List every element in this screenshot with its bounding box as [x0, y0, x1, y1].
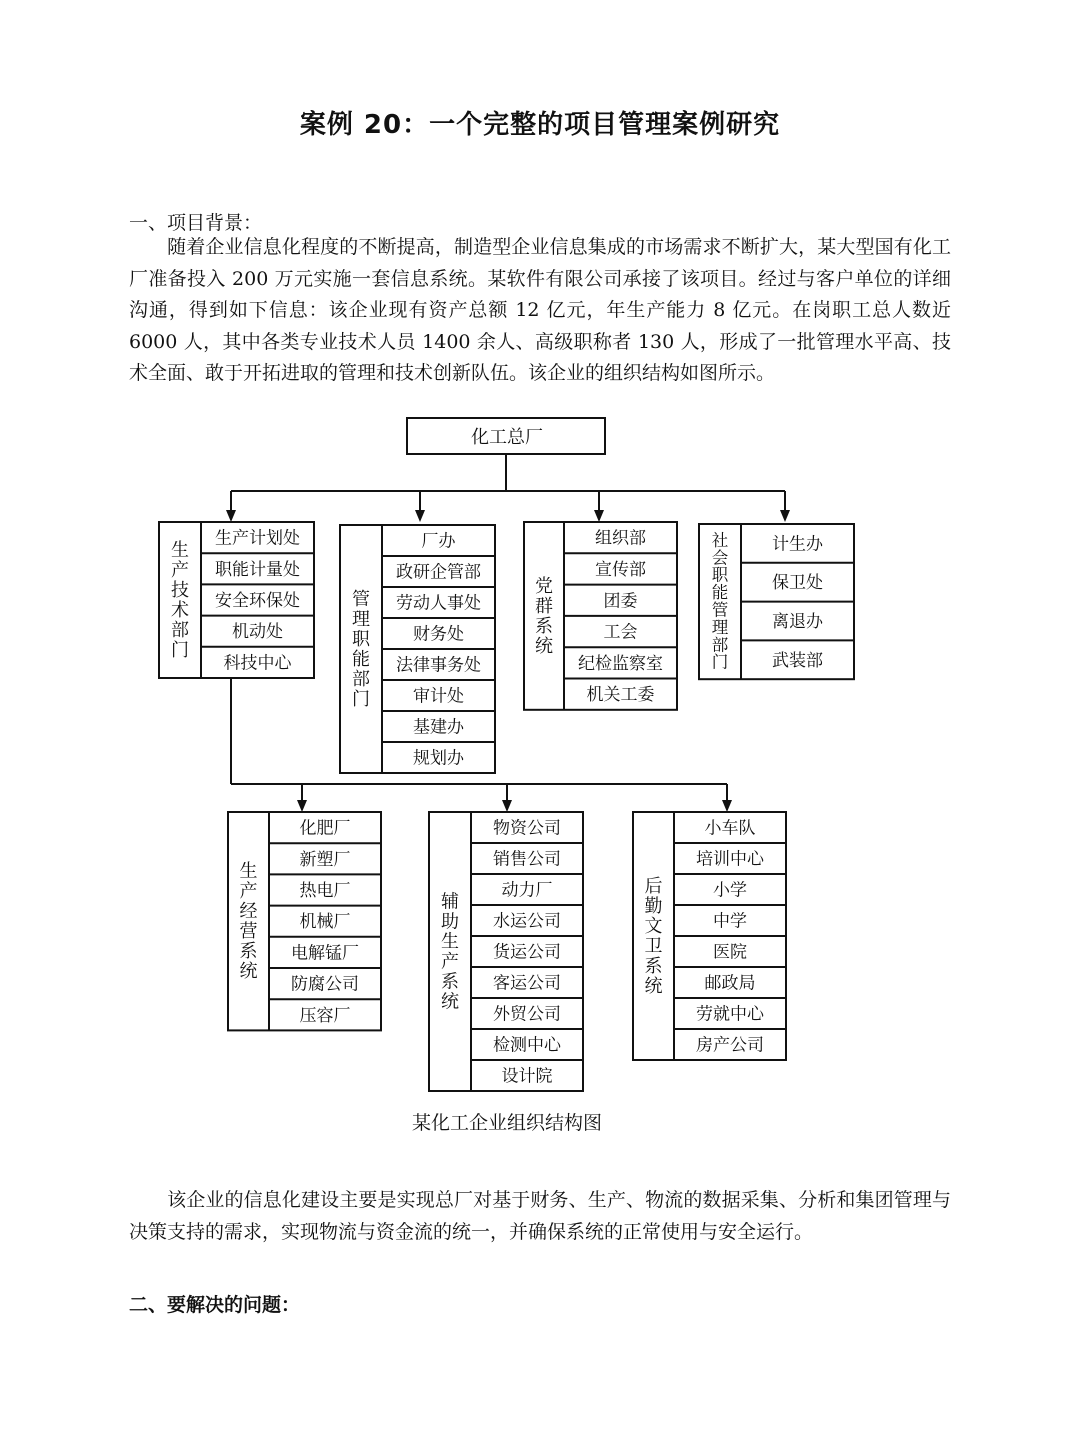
background-paragraph-text: 随着企业信息化程度的不断提高，制造型企业信息集成的市场需求不断扩大，某大型国有化工厂准备投入 200 万元实施一套信息系统。某软件有限公司承接了该项目。经过与客户单位的详细沟通，得到如下信息：该企业现有资产总额 12 亿元，年生产能力 8 亿元。在岗职工总人数近 6000 人，其中各类专业技术人员 1400 余人、高级职称者 130 人，形成了一批管理水平高、技术全面、敢于开拓进取的管理和技术创新队伍。该企业的组织结构如图所示。 — [129, 236, 951, 384]
top-0-group-label: 生产技术部门 — [171, 540, 189, 661]
bottom-2-unit-label: 劳就中心 — [696, 1004, 764, 1025]
bottom-1-unit-label: 设计院 — [501, 1066, 553, 1087]
bottom-1-unit-label: 水运公司 — [493, 911, 561, 932]
requirements-paragraph-text: 该企业的信息化建设主要是实现总厂对基于财务、生产、物流的数据采集、分析和集团管理与决策支持的需求，实现物流与资金流的统一，并确保系统的正常使用与安全运行。 — [129, 1189, 951, 1243]
bottom-0-unit-label: 电解锰厂 — [291, 943, 359, 964]
bottom-0-unit-label: 防腐公司 — [291, 974, 359, 995]
section-heading-background: 一、项目背景： — [129, 212, 263, 234]
org-root-label: 化工总厂 — [471, 427, 543, 448]
org-chart-caption: 某化工企业组织结构图 — [411, 1112, 603, 1134]
top-2-unit-label: 工会 — [603, 622, 638, 643]
arrow-head-icon — [722, 800, 732, 812]
top-2-unit-label: 宣传部 — [595, 559, 646, 580]
top-3-unit-label: 保卫处 — [772, 573, 823, 594]
bottom-2-unit-label: 房产公司 — [696, 1035, 764, 1056]
top-0-unit-label: 安全环保处 — [215, 591, 300, 611]
arrow-head-icon — [502, 800, 512, 812]
arrow-head-icon — [226, 510, 236, 522]
bottom-2-unit-label: 医院 — [713, 942, 747, 963]
bottom-1-unit-label: 物资公司 — [493, 818, 561, 839]
bottom-2-unit-label: 小学 — [713, 880, 747, 901]
bottom-1-unit-label: 外贸公司 — [493, 1004, 561, 1025]
top-1-unit-label: 法律事务处 — [396, 655, 481, 676]
top-0-unit-label: 科技中心 — [223, 653, 292, 674]
top-2-unit-label: 组织部 — [595, 528, 646, 549]
top-1-unit-label: 劳动人事处 — [396, 593, 481, 614]
bottom-0-unit-label: 热电厂 — [299, 881, 351, 901]
arrow-head-icon — [594, 510, 604, 522]
bottom-2-unit-label: 小车队 — [704, 818, 756, 839]
section-heading-problems: 二、要解决的问题： — [129, 1294, 301, 1316]
top-3-group-label: 社会职能管理部门 — [711, 530, 729, 672]
bottom-2-unit-label: 培训中心 — [696, 849, 764, 870]
top-1-unit-label: 厂办 — [421, 531, 456, 552]
top-2-group-label: 党群系统 — [535, 575, 553, 657]
top-3-unit-label: 离退办 — [772, 612, 823, 632]
bottom-0-unit-label: 压容厂 — [299, 1005, 351, 1026]
arrow-head-icon — [780, 510, 790, 522]
top-0-unit-label: 职能计量处 — [215, 559, 300, 580]
arrow-head-icon — [297, 800, 307, 812]
bottom-1-group-label: 辅助生产系统 — [441, 891, 459, 1013]
arrow-head-icon — [415, 510, 425, 522]
top-1-unit-label: 政研企管部 — [396, 562, 481, 583]
top-1-group-label: 管理职能部门 — [352, 589, 370, 710]
page-title: 案例 20：一个完整的项目管理案例研究 — [299, 110, 781, 140]
top-0-unit-label: 生产计划处 — [215, 528, 300, 549]
bottom-1-unit-label: 动力厂 — [501, 880, 553, 901]
top-2-unit-label: 团委 — [603, 591, 638, 612]
top-1-unit-label: 财务处 — [413, 624, 464, 645]
top-1-unit-label: 规划办 — [413, 748, 464, 769]
requirements-paragraph — [129, 1185, 951, 1248]
top-2-unit-label: 纪检监察室 — [578, 653, 663, 674]
top-1-unit-label: 审计处 — [413, 686, 464, 707]
bottom-2-unit-label: 邮政局 — [704, 973, 756, 994]
bottom-0-group-label: 生产经营系统 — [239, 861, 258, 983]
top-2-unit-label: 机关工委 — [586, 685, 655, 706]
bottom-1-unit-label: 检测中心 — [493, 1035, 561, 1056]
bottom-0-unit-label: 新塑厂 — [299, 849, 351, 870]
bottom-2-group-label: 后勤文卫系统 — [644, 876, 663, 997]
top-0-unit-label: 机动处 — [232, 622, 283, 643]
bottom-0-unit-label: 化肥厂 — [299, 818, 351, 839]
bottom-1-unit-label: 销售公司 — [493, 849, 561, 870]
top-3-unit-label: 计生办 — [772, 534, 823, 555]
bottom-1-unit-label: 客运公司 — [493, 973, 561, 994]
bottom-1-unit-label: 货运公司 — [493, 942, 561, 963]
bottom-0-unit-label: 机械厂 — [299, 912, 351, 933]
top-3-unit-label: 武装部 — [772, 650, 823, 671]
bottom-2-unit-label: 中学 — [713, 911, 747, 932]
top-1-unit-label: 基建办 — [413, 717, 464, 738]
